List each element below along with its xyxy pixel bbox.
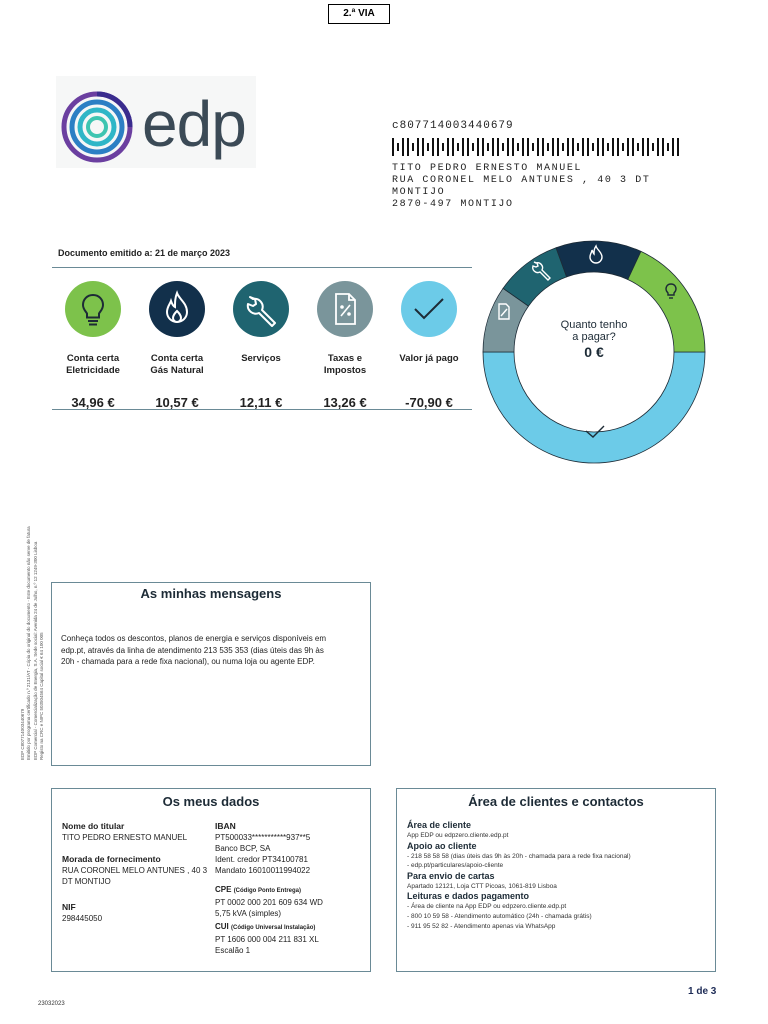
barcode-bar bbox=[482, 138, 484, 156]
category-paid bbox=[387, 281, 471, 410]
barcode-bar bbox=[662, 138, 664, 156]
edp-wordmark: edp bbox=[142, 88, 246, 160]
category-amount: -70,90 € bbox=[405, 395, 453, 410]
bank-name: Banco BCP, SA bbox=[215, 844, 271, 853]
category-amount: 34,96 € bbox=[71, 395, 115, 410]
donut-amount: 0 € bbox=[584, 344, 604, 360]
divider bbox=[52, 267, 472, 268]
barcode-bar bbox=[567, 138, 569, 156]
category-label: Taxas e bbox=[327, 353, 363, 364]
barcode-bar bbox=[487, 143, 489, 151]
page-number: 1 de 3 bbox=[688, 986, 717, 997]
barcode-bar bbox=[642, 138, 644, 156]
barcode-bar bbox=[617, 138, 619, 156]
cui-label: CUI bbox=[215, 922, 229, 931]
message-line: Conheça todos os descontos, planos de energia e serviços disponíveis em bbox=[61, 634, 327, 643]
barcode-bar bbox=[407, 138, 409, 156]
category-label: Serviços bbox=[241, 353, 281, 364]
category-electricity bbox=[51, 281, 135, 410]
barcode-bar bbox=[647, 138, 649, 156]
iban-label: IBAN bbox=[215, 821, 236, 831]
barcode-bar bbox=[392, 138, 394, 156]
category-services bbox=[219, 281, 303, 410]
client-area-title: Área de clientes e contactos bbox=[468, 794, 644, 809]
barcode-bar bbox=[542, 138, 544, 156]
barcode-bar bbox=[527, 138, 529, 156]
category-label: Impostos bbox=[323, 365, 367, 376]
contracted-power: 5,75 kVA (simples) bbox=[215, 909, 282, 918]
my-data-left-column bbox=[62, 821, 212, 924]
barcode-bar bbox=[557, 138, 559, 156]
messages-title: As minhas mensagens bbox=[140, 586, 282, 601]
bulb-icon bbox=[65, 281, 121, 337]
barcode-bar bbox=[522, 138, 524, 156]
second-copy-label: 2.ª VIA bbox=[328, 4, 390, 24]
flame-icon bbox=[149, 281, 205, 337]
barcode-bar bbox=[497, 138, 499, 156]
checkmark-icon bbox=[401, 281, 457, 337]
barcode-bar bbox=[582, 138, 584, 156]
barcode-bar bbox=[622, 143, 624, 151]
barcode-bar bbox=[657, 138, 659, 156]
creditor-id: Ident. credor PT34100781 bbox=[215, 855, 308, 864]
barcode-bar bbox=[507, 138, 509, 156]
barcode-bar bbox=[577, 143, 579, 151]
category-amount: 12,11 € bbox=[239, 395, 283, 410]
message-line: 20h - chamada para a rede fixa nacional), ou numa loja ou agente EDP. bbox=[61, 657, 315, 666]
donut-segment-electricity bbox=[628, 251, 705, 352]
edp-swirl-icon bbox=[56, 76, 146, 168]
cpe-note: (Código Ponto Entrega) bbox=[233, 888, 302, 894]
category-label: Gás Natural bbox=[150, 365, 204, 376]
donut-question-line2: a pagar? bbox=[572, 331, 616, 343]
category-label: Eletricidade bbox=[66, 365, 120, 376]
recipient-town: MONTIJO bbox=[392, 187, 446, 198]
barcode-bar bbox=[442, 143, 444, 151]
barcode-bar bbox=[467, 138, 469, 156]
support-line: - edp.pt/particulares/apoio-cliente bbox=[407, 862, 504, 870]
category-label: Valor já pago bbox=[399, 353, 459, 364]
barcode-bar bbox=[437, 138, 439, 156]
iban-value: PT500033***********937**5 bbox=[215, 833, 311, 842]
barcode-bar bbox=[452, 138, 454, 156]
cpe-value: PT 0002 000 201 609 634 WD bbox=[215, 898, 323, 907]
letters-text: Apartado 12121, Loja CTT Picoas, 1061-819 Lisboa bbox=[407, 882, 557, 890]
cui-note: (Código Universal Instalação) bbox=[231, 925, 316, 931]
legal-line: EDP C807714003440679 bbox=[20, 708, 25, 760]
donut-segment-paid bbox=[483, 352, 705, 463]
messages-text bbox=[61, 633, 367, 668]
percent-document-icon bbox=[317, 281, 373, 337]
barcode-bar bbox=[612, 138, 614, 156]
barcode-bar bbox=[627, 138, 629, 156]
readings-line: - 800 10 59 58 - Atendimento automático (24h - chamada grátis) bbox=[407, 912, 592, 920]
letters-label: Para envio de cartas bbox=[407, 870, 495, 881]
category-amount: 10,57 € bbox=[155, 395, 199, 410]
category-label: Conta certa bbox=[150, 353, 204, 364]
barcode-bar bbox=[477, 138, 479, 156]
divider bbox=[52, 409, 472, 410]
barcode-bar bbox=[462, 138, 464, 156]
messages-box bbox=[51, 582, 371, 766]
barcode-bar bbox=[597, 138, 599, 156]
barcode-bar bbox=[422, 138, 424, 156]
barcode-bar bbox=[607, 143, 609, 151]
tier: Escalão 1 bbox=[215, 946, 251, 955]
supply-address-line: RUA CORONEL MELO ANTUNES , 40 3 bbox=[62, 866, 208, 875]
category-amount: 13,26 € bbox=[323, 395, 367, 410]
recipient-address bbox=[392, 163, 650, 211]
wrench-icon bbox=[233, 281, 289, 337]
barcode-bar bbox=[512, 138, 514, 156]
barcode-bar bbox=[447, 138, 449, 156]
recipient-name: TITO PEDRO ERNESTO MANUEL bbox=[392, 163, 583, 174]
barcode-bar bbox=[672, 138, 674, 156]
client-area-content bbox=[407, 820, 707, 931]
barcode-bar bbox=[397, 143, 399, 151]
category-label: Conta certa bbox=[66, 353, 120, 364]
legal-line: Registo na CRC e NIPC 503504564 Capital social € 64 100 005 bbox=[38, 632, 44, 760]
readings-line: - Área de cliente na App EDP ou edpzero.cliente.edp.pt bbox=[407, 903, 567, 911]
mandate-id: Mandato 16010011994022 bbox=[215, 866, 311, 875]
cpe-label: CPE bbox=[215, 885, 232, 894]
barcode-bar bbox=[532, 143, 534, 151]
barcode-image bbox=[392, 138, 684, 156]
support-line: - 218 58 58 58 (dias úteis das 9h às 20h - chamada para a rede fixa nacional) bbox=[407, 852, 631, 860]
barcode-bar bbox=[637, 143, 639, 151]
barcode-bar bbox=[562, 143, 564, 151]
my-data-right-column bbox=[215, 821, 365, 956]
donut-question-line1: Quanto tenho bbox=[560, 319, 628, 331]
barcode-bar bbox=[547, 143, 549, 151]
barcode-bar bbox=[667, 143, 669, 151]
barcode-bar bbox=[592, 143, 594, 151]
legal-line: EDP Comercial - Comercialização de Energia, S.A. Sede social: Avenida 24 de Julho, n.º 12 1249-300 Lisboa bbox=[32, 541, 38, 760]
barcode-number: c807714003440679 bbox=[392, 120, 514, 132]
support-label: Apoio ao cliente bbox=[407, 840, 477, 851]
holder-value: TITO PEDRO ERNESTO MANUEL bbox=[62, 833, 188, 842]
client-area-box bbox=[396, 788, 716, 972]
document-issued-date: Documento emitido a: 21 de março 2023 bbox=[58, 248, 231, 258]
supply-address-line: DT MONTIJO bbox=[62, 877, 111, 886]
category-taxes bbox=[303, 281, 387, 410]
category-gas bbox=[135, 281, 219, 410]
readings-label: Leituras e dados pagamento bbox=[407, 891, 530, 902]
client-area-text: App EDP ou edpzero.cliente.edp.pt bbox=[407, 832, 509, 839]
supply-address-label: Morada de fornecimento bbox=[62, 854, 161, 864]
date-code: 23032023 bbox=[38, 1001, 65, 1007]
barcode-bar bbox=[472, 143, 474, 151]
barcode-bar bbox=[537, 138, 539, 156]
recipient-street: RUA CORONEL MELO ANTUNES , 40 3 DT bbox=[392, 175, 651, 186]
legal-line: Emitido por programa certificado n.º 2131/AT - Cópia do original do documento - Este documento não serve de fatura bbox=[26, 526, 32, 760]
nif-label: NIF bbox=[62, 902, 76, 912]
my-data-box bbox=[51, 788, 371, 972]
barcode-bar bbox=[632, 138, 634, 156]
legal-side-text bbox=[20, 450, 45, 760]
client-area-label: Área de cliente bbox=[407, 820, 472, 830]
barcode-bar bbox=[432, 138, 434, 156]
recipient-postal: 2870-497 MONTIJO bbox=[392, 199, 514, 210]
barcode-bar bbox=[552, 138, 554, 156]
barcode-bar bbox=[602, 138, 604, 156]
cui-value: PT 1606 000 004 211 831 XL bbox=[215, 935, 319, 944]
readings-line: - 911 95 52 82 - Atendimento apenas via WhatsApp bbox=[407, 922, 556, 930]
donut-segment-gas bbox=[556, 241, 641, 279]
barcode-bar bbox=[492, 138, 494, 156]
barcode-bar bbox=[572, 138, 574, 156]
barcode-bar bbox=[427, 143, 429, 151]
message-line: edp.pt, através da linha de atendimento 213 535 353 (dias úteis das 9h às bbox=[61, 645, 324, 655]
nif-value: 298445050 bbox=[62, 914, 103, 923]
barcode-bar bbox=[587, 138, 589, 156]
barcode-bar bbox=[402, 138, 404, 156]
barcode-bar bbox=[417, 138, 419, 156]
my-data-title: Os meus dados bbox=[162, 794, 260, 809]
barcode-bar bbox=[412, 143, 414, 151]
barcode-bar bbox=[677, 138, 679, 156]
barcode-bar bbox=[517, 143, 519, 151]
amount-due-donut bbox=[482, 240, 706, 464]
barcode-bar bbox=[457, 143, 459, 151]
barcode-bar bbox=[652, 143, 654, 151]
holder-label: Nome do titular bbox=[62, 821, 125, 831]
barcode-bar bbox=[502, 143, 504, 151]
